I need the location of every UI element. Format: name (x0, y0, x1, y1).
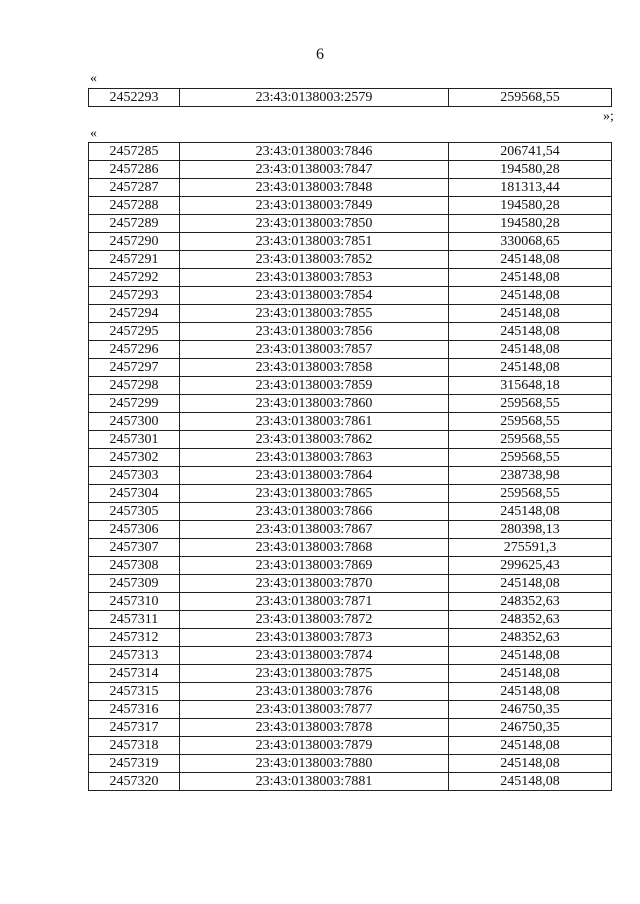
value-cell: 245148,08 (449, 683, 612, 701)
open-quote-1: « (90, 71, 97, 86)
table-row (89, 755, 612, 773)
table-row (89, 629, 612, 647)
record-number-cell: 2457309 (89, 575, 180, 593)
record-number-cell: 2457294 (89, 305, 180, 323)
cadastral-number-cell: 23:43:0138003:7859 (180, 377, 449, 395)
cadastral-number-cell: 23:43:0138003:7876 (180, 683, 449, 701)
value-cell: 245148,08 (449, 665, 612, 683)
record-number-cell: 2457303 (89, 467, 180, 485)
record-number-cell: 2452293 (89, 89, 180, 107)
table-row (89, 323, 612, 341)
cadastral-number-cell: 23:43:0138003:7847 (180, 161, 449, 179)
cadastral-number-cell: 23:43:0138003:7849 (180, 197, 449, 215)
open-quote-2: « (90, 126, 97, 141)
table-row (89, 251, 612, 269)
page-number: 6 (316, 46, 324, 63)
record-number-cell: 2457315 (89, 683, 180, 701)
cadastral-number-cell: 23:43:0138003:7870 (180, 575, 449, 593)
value-cell: 259568,55 (449, 449, 612, 467)
record-number-cell: 2457290 (89, 233, 180, 251)
record-number-cell: 2457313 (89, 647, 180, 665)
record-number-cell: 2457305 (89, 503, 180, 521)
cadastral-number-cell: 23:43:0138003:7860 (180, 395, 449, 413)
record-number-cell: 2457308 (89, 557, 180, 575)
cadastral-number-cell: 23:43:0138003:2579 (180, 89, 449, 107)
value-cell: 259568,55 (449, 413, 612, 431)
data-table-1 (88, 88, 612, 107)
value-cell: 245148,08 (449, 323, 612, 341)
cadastral-number-cell: 23:43:0138003:7869 (180, 557, 449, 575)
value-cell: 248352,63 (449, 611, 612, 629)
table-row (89, 287, 612, 305)
table-row (89, 449, 612, 467)
table-row (89, 89, 612, 107)
table-row (89, 305, 612, 323)
record-number-cell: 2457319 (89, 755, 180, 773)
record-number-cell: 2457289 (89, 215, 180, 233)
value-cell: 248352,63 (449, 629, 612, 647)
value-cell: 245148,08 (449, 647, 612, 665)
table-row (89, 413, 612, 431)
cadastral-number-cell: 23:43:0138003:7857 (180, 341, 449, 359)
record-number-cell: 2457300 (89, 413, 180, 431)
table-row (89, 773, 612, 791)
cadastral-number-cell: 23:43:0138003:7881 (180, 773, 449, 791)
close-quote: »; (603, 109, 614, 124)
cadastral-number-cell: 23:43:0138003:7851 (180, 233, 449, 251)
record-number-cell: 2457295 (89, 323, 180, 341)
table-row (89, 503, 612, 521)
record-number-cell: 2457287 (89, 179, 180, 197)
cadastral-number-cell: 23:43:0138003:7850 (180, 215, 449, 233)
table-row (89, 557, 612, 575)
value-cell: 248352,63 (449, 593, 612, 611)
value-cell: 245148,08 (449, 341, 612, 359)
table-row (89, 611, 612, 629)
table-row (89, 359, 612, 377)
cadastral-number-cell: 23:43:0138003:7862 (180, 431, 449, 449)
record-number-cell: 2457285 (89, 143, 180, 161)
cadastral-number-cell: 23:43:0138003:7874 (180, 647, 449, 665)
value-cell: 245148,08 (449, 269, 612, 287)
record-number-cell: 2457320 (89, 773, 180, 791)
table-row (89, 647, 612, 665)
value-cell: 259568,55 (449, 485, 612, 503)
table-row (89, 215, 612, 233)
value-cell: 275591,3 (449, 539, 612, 557)
value-cell: 259568,55 (449, 89, 612, 107)
cadastral-number-cell: 23:43:0138003:7878 (180, 719, 449, 737)
record-number-cell: 2457302 (89, 449, 180, 467)
record-number-cell: 2457301 (89, 431, 180, 449)
value-cell: 259568,55 (449, 431, 612, 449)
value-cell: 245148,08 (449, 287, 612, 305)
record-number-cell: 2457297 (89, 359, 180, 377)
value-cell: 259568,55 (449, 395, 612, 413)
cadastral-number-cell: 23:43:0138003:7879 (180, 737, 449, 755)
value-cell: 194580,28 (449, 197, 612, 215)
record-number-cell: 2457286 (89, 161, 180, 179)
value-cell: 280398,13 (449, 521, 612, 539)
value-cell: 246750,35 (449, 719, 612, 737)
cadastral-number-cell: 23:43:0138003:7871 (180, 593, 449, 611)
record-number-cell: 2457298 (89, 377, 180, 395)
record-number-cell: 2457307 (89, 539, 180, 557)
record-number-cell: 2457312 (89, 629, 180, 647)
table-row (89, 539, 612, 557)
value-cell: 245148,08 (449, 359, 612, 377)
record-number-cell: 2457314 (89, 665, 180, 683)
cadastral-number-cell: 23:43:0138003:7856 (180, 323, 449, 341)
value-cell: 238738,98 (449, 467, 612, 485)
table-row (89, 341, 612, 359)
table-row (89, 593, 612, 611)
cadastral-number-cell: 23:43:0138003:7864 (180, 467, 449, 485)
cadastral-number-cell: 23:43:0138003:7872 (180, 611, 449, 629)
value-cell: 245148,08 (449, 503, 612, 521)
record-number-cell: 2457318 (89, 737, 180, 755)
record-number-cell: 2457288 (89, 197, 180, 215)
value-cell: 245148,08 (449, 305, 612, 323)
cadastral-number-cell: 23:43:0138003:7852 (180, 251, 449, 269)
cadastral-number-cell: 23:43:0138003:7873 (180, 629, 449, 647)
table-row (89, 737, 612, 755)
value-cell: 206741,54 (449, 143, 612, 161)
cadastral-number-cell: 23:43:0138003:7846 (180, 143, 449, 161)
cadastral-number-cell: 23:43:0138003:7875 (180, 665, 449, 683)
cadastral-number-cell: 23:43:0138003:7861 (180, 413, 449, 431)
value-cell: 315648,18 (449, 377, 612, 395)
value-cell: 245148,08 (449, 575, 612, 593)
record-number-cell: 2457316 (89, 701, 180, 719)
table-row (89, 197, 612, 215)
record-number-cell: 2457296 (89, 341, 180, 359)
table-row (89, 431, 612, 449)
value-cell: 194580,28 (449, 161, 612, 179)
record-number-cell: 2457291 (89, 251, 180, 269)
record-number-cell: 2457304 (89, 485, 180, 503)
table-row (89, 467, 612, 485)
table-row (89, 683, 612, 701)
record-number-cell: 2457317 (89, 719, 180, 737)
record-number-cell: 2457306 (89, 521, 180, 539)
value-cell: 245148,08 (449, 737, 612, 755)
cadastral-number-cell: 23:43:0138003:7853 (180, 269, 449, 287)
cadastral-number-cell: 23:43:0138003:7863 (180, 449, 449, 467)
table-row (89, 521, 612, 539)
cadastral-number-cell: 23:43:0138003:7868 (180, 539, 449, 557)
cadastral-number-cell: 23:43:0138003:7855 (180, 305, 449, 323)
cadastral-number-cell: 23:43:0138003:7854 (180, 287, 449, 305)
value-cell: 194580,28 (449, 215, 612, 233)
cadastral-number-cell: 23:43:0138003:7880 (180, 755, 449, 773)
table-row (89, 701, 612, 719)
record-number-cell: 2457299 (89, 395, 180, 413)
table-row (89, 161, 612, 179)
table-row (89, 395, 612, 413)
cadastral-number-cell: 23:43:0138003:7877 (180, 701, 449, 719)
table-row (89, 665, 612, 683)
cadastral-number-cell: 23:43:0138003:7866 (180, 503, 449, 521)
data-table-2 (88, 142, 612, 791)
value-cell: 330068,65 (449, 233, 612, 251)
table-row (89, 269, 612, 287)
value-cell: 245148,08 (449, 755, 612, 773)
cadastral-number-cell: 23:43:0138003:7848 (180, 179, 449, 197)
record-number-cell: 2457310 (89, 593, 180, 611)
table-row (89, 485, 612, 503)
value-cell: 245148,08 (449, 773, 612, 791)
table-row (89, 575, 612, 593)
record-number-cell: 2457292 (89, 269, 180, 287)
cadastral-number-cell: 23:43:0138003:7858 (180, 359, 449, 377)
record-number-cell: 2457293 (89, 287, 180, 305)
table-row (89, 143, 612, 161)
table-row (89, 179, 612, 197)
value-cell: 299625,43 (449, 557, 612, 575)
value-cell: 181313,44 (449, 179, 612, 197)
table-row (89, 377, 612, 395)
record-number-cell: 2457311 (89, 611, 180, 629)
table-row (89, 719, 612, 737)
cadastral-number-cell: 23:43:0138003:7865 (180, 485, 449, 503)
value-cell: 245148,08 (449, 251, 612, 269)
value-cell: 246750,35 (449, 701, 612, 719)
table-row (89, 233, 612, 251)
cadastral-number-cell: 23:43:0138003:7867 (180, 521, 449, 539)
